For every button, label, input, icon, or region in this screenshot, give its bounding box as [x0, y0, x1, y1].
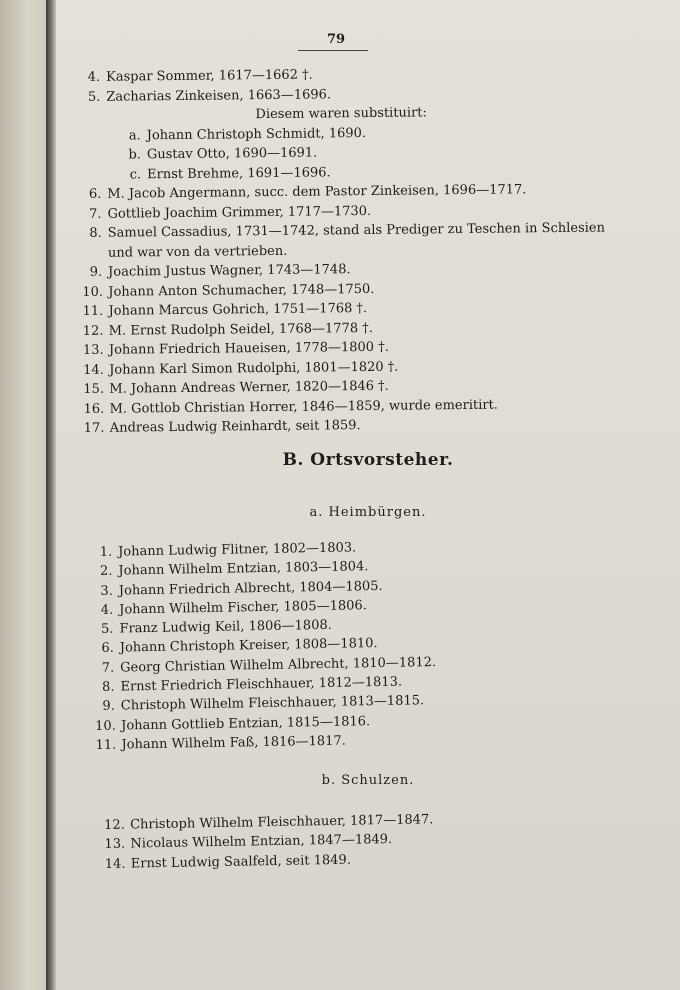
item-text: Ernst Friedrich Fleischhauer, 1812—1813. — [120, 674, 403, 695]
item-text: Ernst Ludwig Saalfeld, seit 1849. — [130, 852, 352, 872]
item-text: Johann Anton Schumacher, 1748—1750. — [108, 281, 375, 300]
item-number: 3. — [100, 583, 113, 599]
item-text: Christoph Wilhelm Fleischhauer, 1813—1815. — [120, 693, 425, 714]
item-number: 14. — [83, 362, 104, 378]
item-number: 10. — [82, 284, 104, 300]
item-number: a. — [128, 127, 141, 143]
item-text: Johann Christoph Schmidt, 1690. — [146, 125, 367, 143]
item-number: b. — [128, 147, 141, 163]
item-number: 6. — [101, 641, 114, 657]
item-text: Georg Christian Wilhelm Albrecht, 1810—1812. — [120, 654, 437, 676]
item-text: Johann Marcus Gohrich, 1751—1768 †. — [108, 301, 368, 319]
item-text: Johann Ludwig Flitner, 1802—1803. — [118, 540, 357, 560]
item-number: 9. — [89, 264, 103, 280]
item-text: Johann Gottlieb Entzian, 1815—1816. — [121, 713, 371, 734]
item-number: 4. — [100, 602, 114, 618]
item-number: 13. — [104, 836, 126, 853]
item-text: Johann Karl Simon Rudolphi, 1801—1820 †. — [109, 359, 399, 378]
item-number: 7. — [101, 660, 115, 676]
item-number: 14. — [104, 856, 126, 872]
item-number: 5. — [87, 89, 101, 105]
item-text: Andreas Ludwig Reinhardt, seit 1859. — [109, 418, 361, 436]
item-number: c. — [129, 166, 142, 182]
item-text: Nicolaus Wilhelm Entzian, 1847—1849. — [130, 832, 393, 852]
item-text: Johann Friedrich Haueisen, 1778—1800 †. — [108, 339, 389, 358]
item-number: 16. — [83, 401, 105, 417]
item-number: 4. — [87, 69, 101, 85]
item-number: 13. — [82, 342, 104, 358]
subsection-heimbuergen: a. Heimbürgen. — [309, 505, 427, 520]
item-number: 8. — [101, 679, 115, 695]
section-title: B. Ortsvorsteher. — [282, 450, 454, 470]
item-text: Johann Wilhelm Faß, 1816—1817. — [121, 733, 346, 753]
item-number: 12. — [82, 323, 104, 339]
item-text: Joachim Justus Wagner, 1743—1748. — [108, 262, 351, 280]
item-number: 11. — [95, 737, 117, 753]
item-number: 6. — [88, 186, 102, 202]
item-text: M. Johann Andreas Werner, 1820—1846 †. — [109, 378, 389, 397]
item-number: 9. — [102, 699, 115, 715]
item-text: Ernst Brehme, 1691—1696. — [147, 164, 331, 182]
book-page — [56, 0, 680, 990]
subsection-schulzen: b. Schulzen. — [321, 773, 415, 788]
item-number: 8. — [89, 225, 102, 241]
pastor-list — [80, 62, 664, 439]
book-gutter — [46, 0, 56, 990]
item-text: Johann Friedrich Albrecht, 1804—1805. — [118, 578, 383, 599]
item-number: 1. — [99, 544, 113, 560]
item-number: 15. — [83, 381, 105, 397]
item-text: M. Ernst Rudolph Seidel, 1768—1778 †. — [108, 320, 373, 339]
item-number: 7. — [89, 206, 102, 222]
item-text: Gustav Otto, 1690—1691. — [146, 145, 318, 163]
heimbuergen-list — [92, 534, 596, 755]
page-number: 79 — [326, 32, 346, 47]
item-number: 11. — [82, 303, 104, 319]
item-text: Gottlieb Joachim Grimmer, 1717—1730. — [107, 203, 372, 222]
item-text: Samuel Cassadius, 1731—1742, stand als Prediger zu Teschen in Schlesien — [107, 220, 606, 241]
item-text: Kaspar Sommer, 1617—1662 †. — [106, 67, 313, 85]
continuation-line: und war von da vertrieben. — [107, 243, 288, 261]
item-number: 12. — [104, 817, 125, 833]
item-text: Johann Christoph Kreiser, 1808—1810. — [119, 636, 378, 657]
item-text: Johann Wilhelm Fischer, 1805—1806. — [119, 598, 367, 618]
item-text: M. Jacob Angermann, succ. dem Pastor Zinkeisen, 1696—1717. — [107, 182, 527, 202]
facing-page-edge — [0, 0, 50, 990]
item-number: 10. — [95, 718, 117, 734]
schulzen-list — [104, 807, 605, 874]
item-text: Christoph Wilhelm Fleischhauer, 1817—1847. — [130, 812, 434, 833]
page-number-rule — [298, 50, 368, 51]
item-number: 17. — [83, 420, 105, 436]
substitutes-note: Diesem waren substituirt: — [255, 105, 427, 123]
item-text: M. Gottlob Christian Horrer, 1846—1859, wurde emeritirt. — [109, 397, 498, 417]
item-text: Franz Ludwig Keil, 1806—1808. — [119, 618, 332, 637]
item-number: 2. — [99, 563, 113, 580]
item-text: Johann Wilhelm Entzian, 1803—1804. — [118, 559, 369, 579]
item-number: 5. — [100, 621, 114, 638]
item-text: Zacharias Zinkeisen, 1663—1696. — [106, 86, 332, 105]
